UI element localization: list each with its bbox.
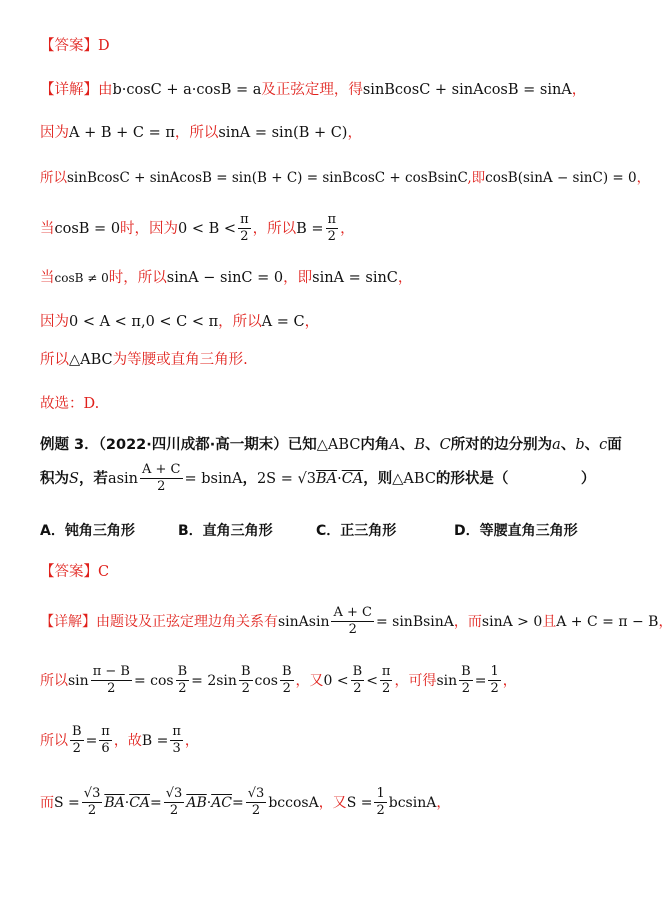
formula: sin: [436, 672, 458, 689]
detail-line-2: [40, 125, 632, 142]
formula: B =: [296, 220, 324, 237]
fraction: [82, 786, 103, 820]
text: 由: [98, 82, 113, 98]
formula: = bsinA: [184, 470, 243, 487]
formula: sinA > 0: [481, 613, 543, 630]
formula: a: [552, 437, 561, 453]
formula: A + C = π − B: [556, 613, 659, 630]
formula: sinA = sinC: [312, 270, 398, 286]
text: 所以: [40, 672, 68, 689]
fraction: [488, 664, 500, 698]
formula: =: [150, 794, 162, 811]
denominator: 2: [240, 229, 249, 245]
vector: $\overline{AC}$: [211, 794, 233, 811]
denominator: 2: [178, 681, 187, 697]
formula: cosB ≠ 0: [54, 271, 109, 285]
fraction: [70, 724, 84, 758]
denominator: 2: [72, 741, 81, 757]
numerator: π: [99, 724, 112, 741]
text: 内角: [360, 437, 390, 453]
text: ，所以: [252, 220, 297, 237]
fraction: [91, 664, 132, 698]
option-c[interactable]: C．正三角形: [316, 523, 397, 539]
denominator: 2: [327, 229, 336, 245]
numerator: π: [238, 212, 251, 229]
text: ，: [242, 470, 257, 487]
fraction: [246, 786, 267, 820]
detail-line-5: [40, 270, 632, 287]
formula: ·: [337, 470, 342, 487]
detail-line-7: [40, 352, 632, 369]
detail-line-12: [40, 786, 632, 820]
denominator: 2: [282, 681, 291, 697]
formula: B: [414, 437, 426, 453]
denominator: 2: [353, 681, 362, 697]
numerator: √3: [164, 786, 185, 803]
formula: cosB(sinA − sinC) = 0: [485, 170, 637, 186]
question-line-1: [40, 437, 632, 454]
question-line-2: [40, 462, 632, 496]
text: ，所以: [174, 125, 219, 141]
text: ，: [502, 672, 517, 689]
formula: ·: [124, 794, 130, 811]
answer-tag: 【答案】: [40, 564, 98, 580]
denominator: 2: [169, 803, 179, 819]
numerator: B: [280, 664, 294, 681]
answer-line-2: [40, 564, 632, 581]
text: ，: [347, 125, 362, 141]
formula: 0 <: [323, 672, 349, 689]
text: ，若: [78, 470, 108, 487]
text: ，: [571, 82, 587, 98]
text: ，即: [283, 270, 313, 286]
vector: $\overline{AB}$: [186, 794, 207, 811]
text: 因为: [40, 125, 69, 141]
formula: bccosA: [268, 794, 319, 811]
formula: b: [575, 437, 585, 453]
formula: sinBcosC + sinAcosB = sinA: [362, 82, 572, 98]
fraction: [164, 786, 185, 820]
formula: = sinBsinA: [375, 613, 454, 630]
text: 故选：D.: [40, 396, 100, 412]
fraction: [239, 664, 253, 698]
text: ，则: [363, 470, 393, 487]
fraction: [351, 664, 365, 698]
text: ，: [304, 314, 320, 330]
numerator: B: [459, 664, 473, 681]
formula: sin: [68, 672, 89, 689]
text: 、: [560, 437, 576, 453]
text: ，又: [318, 794, 347, 811]
text: 、: [399, 437, 415, 453]
detail-line-6: [40, 314, 632, 331]
numerator: B: [351, 664, 365, 681]
fraction: [238, 212, 251, 246]
formula: A + B + C = π: [69, 125, 175, 141]
detail-line-3: [40, 170, 651, 186]
formula: 0 < A < π,0 < C < π: [69, 314, 219, 330]
denominator: 2: [241, 681, 250, 697]
formula: △ABC: [69, 352, 113, 368]
text: 当: [40, 270, 55, 286]
detail-tag: 【详解】: [40, 82, 98, 98]
text: 为等腰或直角三角形.: [112, 352, 248, 368]
fraction: [176, 664, 190, 698]
option-b[interactable]: B．直角三角形: [178, 523, 273, 539]
formula: S =: [346, 794, 373, 811]
vector: $\overline{BA}$: [104, 794, 125, 811]
formula: bcsinA: [388, 794, 437, 811]
formula: cos: [254, 672, 278, 689]
formula: S: [69, 470, 79, 487]
text: ，又: [295, 672, 324, 689]
detail-tag: 【详解】: [40, 613, 96, 630]
option-a[interactable]: A．钝角三角形: [40, 523, 135, 539]
formula: =: [232, 794, 244, 811]
formula: sinBcosC + sinAcosB = sin(B + C) = sinBcosC + cosBsinC: [67, 170, 468, 186]
numerator: π: [380, 664, 393, 681]
vector: $\overline{CA}$: [341, 470, 364, 487]
numerator: √3: [246, 786, 267, 803]
formula: sinA = sin(B + C): [218, 125, 348, 141]
text: 由题设及正弦定理边角关系有: [96, 613, 278, 630]
text: 时，所以: [108, 270, 167, 286]
numerator: B: [70, 724, 84, 741]
numerator: A + C: [140, 462, 183, 479]
formula: ·: [206, 794, 212, 811]
denominator: 2: [461, 681, 471, 697]
formula: 2S = √3: [256, 470, 316, 487]
formula: = cos: [133, 672, 174, 689]
fraction: [374, 786, 386, 820]
formula: B =: [141, 732, 169, 749]
formula: = 2sin: [191, 672, 237, 689]
text: ，: [397, 270, 413, 286]
text: 、: [584, 437, 600, 453]
formula: △ABC: [316, 437, 361, 453]
formula: b·cosC + a·cosB = a: [112, 82, 262, 98]
fraction: [170, 724, 183, 758]
numerator: π − B: [91, 664, 132, 681]
denominator: 2: [157, 479, 166, 495]
formula: A = C: [261, 314, 305, 330]
numerator: √3: [82, 786, 103, 803]
text: ，: [636, 170, 651, 186]
text: ，: [658, 613, 672, 630]
denominator: 2: [251, 803, 261, 819]
formula: c: [599, 437, 608, 453]
numerator: π: [326, 212, 339, 229]
question-source: （2022·四川成都·高一期末）已知: [98, 437, 317, 453]
text: ，而: [453, 613, 482, 630]
detail-line-10: [40, 664, 632, 698]
text: 因为: [40, 314, 69, 330]
formula: C: [439, 437, 451, 453]
text: 所以: [40, 732, 68, 749]
numerator: π: [170, 724, 183, 741]
fraction: [331, 605, 374, 639]
text: 而: [40, 794, 54, 811]
fraction: [140, 462, 183, 496]
fraction: [280, 664, 294, 698]
text: 的形状是（ ）: [435, 470, 596, 487]
numerator: 1: [488, 664, 500, 681]
denominator: 6: [101, 741, 110, 757]
text: ，所以: [218, 314, 262, 330]
formula: A: [389, 437, 400, 453]
formula: <: [366, 672, 378, 689]
vector: $\overline{CA}$: [129, 794, 151, 811]
detail-line-8: [40, 396, 632, 413]
text: ，可得: [394, 672, 437, 689]
detail-line-11: [40, 724, 632, 758]
detail-line-4: [40, 212, 632, 246]
formula: cosB = 0: [54, 220, 121, 237]
text: 时，因为: [120, 220, 179, 237]
formula: △ABC: [392, 470, 436, 487]
text: ,即: [467, 170, 486, 186]
text: 当: [40, 220, 55, 237]
numerator: B: [176, 664, 190, 681]
text: 所以: [40, 170, 67, 186]
formula: S =: [54, 794, 80, 811]
denominator: 2: [348, 622, 357, 638]
formula: =: [474, 672, 487, 689]
fraction: [326, 212, 339, 246]
denominator: 2: [490, 681, 499, 697]
text: 所对的边分别为: [450, 437, 553, 453]
formula: asin: [107, 470, 138, 487]
vector: $\overline{BA}$: [315, 470, 338, 487]
denominator: 2: [107, 681, 116, 697]
text: 所以: [40, 352, 69, 368]
fraction: [99, 724, 112, 758]
example-label: 例题 3．: [40, 437, 99, 453]
option-d[interactable]: D．等腰直角三角形: [454, 523, 578, 539]
answer-tag: 【答案】: [40, 38, 98, 54]
numerator: B: [239, 664, 253, 681]
formula: sinAsin: [278, 613, 330, 630]
answer-value: D: [98, 38, 110, 54]
fraction: [459, 664, 473, 698]
denominator: 2: [382, 681, 391, 697]
denominator: 2: [87, 803, 97, 819]
answer-line: [40, 38, 632, 55]
text: 面: [607, 437, 622, 453]
text: 积为: [40, 470, 69, 487]
detail-line-1: [40, 82, 632, 99]
text: 及正弦定理，得: [261, 82, 363, 98]
answer-value: C: [98, 564, 110, 580]
numerator: A + C: [331, 605, 374, 622]
numerator: 1: [374, 786, 386, 803]
text: ，故: [113, 732, 142, 749]
formula: =: [85, 732, 98, 749]
formula: sinA − sinC = 0: [166, 270, 284, 286]
text: 且: [542, 613, 557, 630]
detail-line-9: [40, 605, 672, 639]
text: ，: [340, 220, 355, 237]
text: ，: [184, 732, 199, 749]
denominator: 3: [172, 741, 181, 757]
denominator: 2: [376, 803, 385, 819]
text: ，: [436, 794, 451, 811]
formula: 0 < B <: [178, 220, 237, 237]
text: 、: [425, 437, 440, 453]
fraction: [380, 664, 393, 698]
